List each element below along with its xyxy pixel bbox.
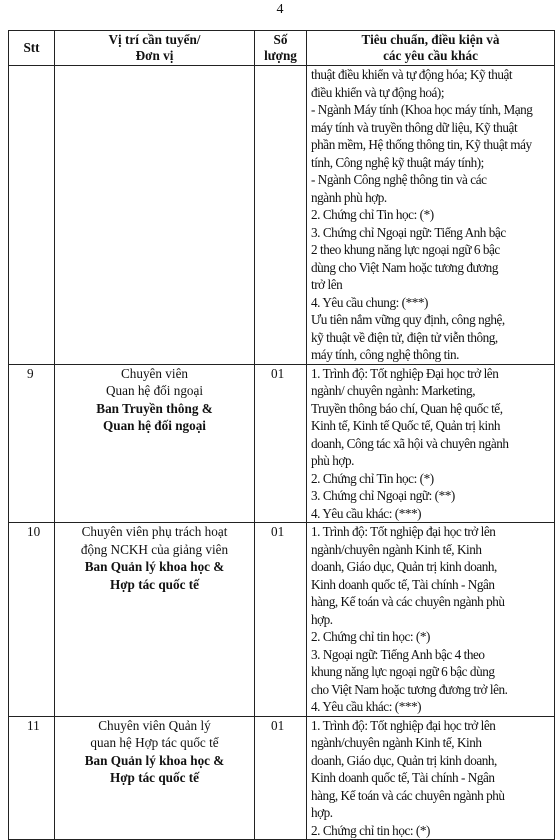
requirement-line: Truyền thông báo chí, Quan hệ quốc tế,: [311, 400, 503, 416]
header-stt: Stt: [9, 31, 55, 66]
requirement-line: doanh, Giáo dục, Quản trị kinh doanh,: [311, 559, 497, 574]
row-requirements: [307, 364, 555, 523]
position-unit-line: Hợp tác quốc tế: [110, 770, 199, 785]
requirement-line: 3. Chứng chỉ Ngoại ngữ: (**): [311, 488, 455, 503]
requirement-line: 3. Ngoại ngữ: Tiếng Anh bậc 4 theo: [311, 646, 485, 662]
requirement-line: hàng, Kế toán và các chuyên ngành phù: [311, 594, 505, 609]
row-quantity: 01: [255, 716, 307, 840]
requirement-line: phù hợp.: [311, 453, 354, 468]
position-title-line: Chuyên viên phụ trách hoạt: [81, 524, 228, 539]
header-quantity-line: Số: [273, 32, 288, 47]
requirement-line: 2 theo khung năng lực ngoại ngữ 6 bậc: [311, 242, 500, 257]
header-position-line: Vị trí cần tuyển/: [108, 32, 201, 47]
requirement-line: 2. Chứng chỉ Tin học: (*): [311, 470, 434, 486]
row-position: [55, 66, 255, 365]
requirement-line: kỹ thuật về điện tử, điện tử viễn thông,: [311, 329, 498, 345]
row-position: [55, 523, 255, 717]
requirement-line: 2. Chứng chỉ Tin học: (*): [311, 207, 434, 222]
requirement-line: hợp.: [311, 805, 333, 820]
requirement-line: điều khiển và tự động hoá);: [311, 84, 445, 100]
requirement-line: Kinh doanh quốc tế, Tài chính - Ngân: [311, 770, 495, 785]
page-number: 4: [276, 2, 284, 17]
requirement-line: hàng, Kế toán và các chuyên ngành phù: [311, 787, 505, 803]
header-quantity: [255, 31, 307, 66]
requirement-line: 1. Trình độ: Tốt nghiệp đại học trở lên: [311, 524, 496, 539]
requirement-line: 4. Yêu cầu chung: (***): [311, 294, 428, 310]
requirement-line: máy tính, công nghệ thông tin.: [311, 347, 460, 362]
requirement-line: doanh, Giáo dục, Quản trị kinh doanh,: [311, 752, 497, 768]
header-quantity-line: lượng: [264, 48, 297, 63]
requirement-line: 3. Chứng chỉ Ngoại ngữ: Tiếng Anh bậc: [311, 224, 506, 240]
position-title-line: Quan hệ đối ngoại: [105, 383, 204, 398]
recruitment-table: [8, 30, 555, 840]
position-unit-line: Ban Quản lý khoa học &: [84, 752, 225, 768]
row-position: [55, 716, 255, 840]
requirement-line: phần mềm, Hệ thống thông tin, Kỹ thuật máy: [311, 137, 532, 152]
requirement-line: - Ngành Máy tính (Khoa học máy tính, Mạng: [311, 102, 533, 117]
position-title-line: Chuyên viên Quản lý: [98, 717, 211, 733]
position-title-line: quan hệ Hợp tác quốc tế: [90, 735, 219, 750]
requirement-line: 2. Chứng chỉ tin học: (*): [311, 629, 430, 644]
row-quantity: [255, 66, 307, 365]
requirement-line: trở lên: [311, 277, 343, 292]
position-unit-line: Hợp tác quốc tế: [110, 576, 199, 592]
header-position: [55, 31, 255, 66]
row-requirements: [307, 523, 555, 717]
row-requirements: [307, 716, 555, 840]
requirement-line: ngành phù hợp.: [311, 189, 387, 205]
requirement-line: 4. Yêu cầu khác: (***): [311, 505, 422, 521]
requirement-line: thuật điều khiển và tự động hóa; Kỹ thuật: [311, 67, 513, 82]
row-stt: [9, 66, 55, 365]
table-header-row: [9, 31, 555, 66]
header-criteria-line: Tiêu chuẩn, điều kiện và: [361, 32, 500, 47]
requirement-line: khung năng lực ngoại ngữ 6 bậc dùng: [311, 664, 495, 679]
requirement-line: Kinh doanh quốc tế, Tài chính - Ngân: [311, 576, 495, 592]
table-row: [9, 364, 555, 523]
header-criteria: [307, 31, 555, 66]
table-row: [9, 66, 555, 365]
requirement-line: cho Việt Nam hoặc tương đương trở lên.: [311, 681, 508, 697]
requirement-line: 1. Trình độ: Tốt nghiệp Đại học trở lên: [311, 365, 499, 381]
requirement-line: 2. Chứng chỉ tin học: (*): [311, 822, 430, 838]
requirement-line: 4. Yêu cầu khác: (***): [311, 699, 422, 714]
requirement-line: Ưu tiên nắm vững quy định, công nghệ,: [311, 312, 505, 327]
row-quantity: 01: [255, 364, 307, 523]
requirement-line: 1. Trình độ: Tốt nghiệp đại học trở lên: [311, 717, 496, 733]
row-stt: 10: [9, 523, 55, 717]
row-stt: 9: [9, 364, 55, 523]
header-position-line: Đơn vị: [135, 48, 174, 63]
table-body: [9, 66, 555, 840]
position-unit-line: Ban Truyền thông &: [96, 400, 213, 416]
requirement-line: dùng cho Việt Nam hoặc tương đương: [311, 259, 498, 275]
table-row: [9, 716, 555, 840]
requirement-line: hợp.: [311, 611, 333, 627]
requirement-line: doanh, Công tác xã hội và chuyên ngành: [311, 435, 509, 451]
position-title-line: Chuyên viên: [120, 365, 189, 381]
requirement-line: - Ngành Công nghệ thông tin và các: [311, 172, 487, 187]
table-row: [9, 523, 555, 717]
requirement-line: ngành/chuyên ngành Kinh tế, Kinh: [311, 541, 482, 557]
row-requirements: [307, 66, 555, 365]
requirement-line: ngành/chuyên ngành Kinh tế, Kinh: [311, 735, 482, 750]
requirement-line: tính, Công nghệ kỹ thuật máy tính);: [311, 154, 484, 170]
row-quantity: 01: [255, 523, 307, 717]
row-position: [55, 364, 255, 523]
row-stt: 11: [9, 716, 55, 840]
requirement-line: ngành/ chuyên ngành: Marketing,: [311, 383, 476, 398]
requirement-line: Kinh tế, Kinh tế Quốc tế, Quản trị kinh: [311, 418, 501, 433]
position-title-line: động NCKH của giảng viên: [80, 541, 229, 557]
requirement-line: máy tính và truyền thông dữ liệu, Kỹ thuật: [311, 119, 518, 135]
position-unit-line: Quan hệ đối ngoại: [103, 418, 206, 433]
position-unit-line: Ban Quản lý khoa học &: [84, 559, 225, 574]
header-criteria-line: các yêu cầu khác: [383, 48, 478, 63]
